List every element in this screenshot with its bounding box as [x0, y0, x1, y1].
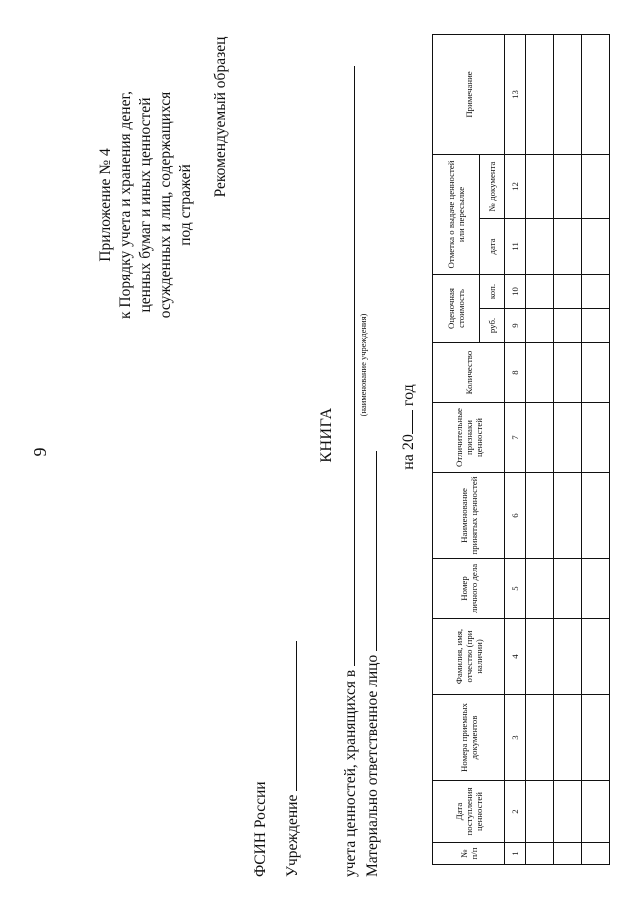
header-rub: руб.: [480, 309, 505, 343]
table-cell: [526, 34, 554, 154]
header-no: № п/п: [433, 843, 505, 865]
table-cell: [582, 473, 610, 559]
table-cell: [554, 219, 582, 275]
table-cell: [554, 473, 582, 559]
table-cell: [554, 343, 582, 403]
table-cell: [554, 695, 582, 781]
column-number: 12: [505, 154, 526, 218]
table-cell: [526, 309, 554, 343]
year-row: [398, 347, 418, 507]
table-cell: [526, 154, 554, 218]
table-cell: [582, 843, 610, 865]
header-issue-date: дата: [480, 219, 505, 275]
header-issue-mark: Отметка о выдаче ценностей или пересылке: [433, 154, 480, 274]
table-cell: [582, 559, 610, 619]
table-cell: [582, 695, 610, 781]
appendix-line: Приложение № 4: [97, 148, 114, 262]
table-cell: [554, 559, 582, 619]
table-cell: [554, 843, 582, 865]
header-item-name: Наименование принятых ценностей: [433, 473, 505, 559]
column-number: 7: [505, 403, 526, 473]
year-suffix: год: [400, 384, 417, 407]
table-cell: [526, 619, 554, 695]
appendix-line: к Порядку учета и хранения денег,: [117, 91, 134, 319]
header-kop: коп.: [480, 275, 505, 309]
book-title: КНИГА: [318, 407, 335, 463]
column-number: 11: [505, 219, 526, 275]
responsible-person-label: Материально ответственное лицо: [364, 654, 381, 877]
table-cell: [582, 403, 610, 473]
table-cell: [554, 34, 582, 154]
header-note: Примечание: [433, 34, 505, 154]
header-case-number: Номер личного дела: [433, 559, 505, 619]
table-cell: [554, 275, 582, 309]
appendix-line: ценных бумаг и иных ценностей: [137, 97, 154, 313]
table-cell: [554, 403, 582, 473]
column-number-row: [505, 34, 526, 864]
header-quantity: Количество: [433, 343, 505, 403]
organization-name: ФСИН России: [252, 781, 269, 877]
table-cell: [526, 843, 554, 865]
table-header-row: [433, 34, 480, 864]
column-number: 9: [505, 309, 526, 343]
table-cell: [526, 343, 554, 403]
column-number: 8: [505, 343, 526, 403]
table-cell: [582, 219, 610, 275]
institution-name-hint: (наименование учреждения): [358, 313, 368, 417]
institution-blank-line: [282, 641, 297, 791]
column-number: 5: [505, 559, 526, 619]
table-row: [554, 34, 582, 864]
header-valuation: Оценочная стоимость: [433, 275, 480, 343]
institution-label: Учреждение: [284, 794, 301, 877]
table-cell: [582, 343, 610, 403]
column-number: 1: [505, 843, 526, 865]
column-number: 4: [505, 619, 526, 695]
table-cell: [526, 559, 554, 619]
column-number: 6: [505, 473, 526, 559]
institution-name-blank-line: [340, 66, 355, 666]
header-full-name: Фамилия, имя, отчество (при наличии): [433, 619, 505, 695]
table-cell: [554, 309, 582, 343]
ledger-table: [432, 34, 610, 865]
page-number: 9: [30, 447, 50, 457]
book-subtitle-row: [340, 66, 360, 877]
table-cell: [582, 154, 610, 218]
table-cell: [526, 695, 554, 781]
year-blank-line: [398, 410, 413, 434]
table-cell: [582, 309, 610, 343]
column-number: 2: [505, 781, 526, 843]
column-number: 10: [505, 275, 526, 309]
appendix-line: осужденных и лиц, содержащихся: [157, 91, 174, 319]
header-features: Отличительные признаки ценностей: [433, 403, 505, 473]
responsible-person-blank-line: [362, 451, 377, 651]
appendix-line: под стражей: [177, 164, 194, 246]
table-cell: [582, 275, 610, 309]
table-cell: [526, 219, 554, 275]
table-row: [582, 34, 610, 864]
institution-row: [282, 641, 302, 877]
header-receipt-numbers: Номера приемных документов: [433, 695, 505, 781]
table-row: [526, 34, 554, 864]
book-subtitle: учета ценностей, хранящихся в: [342, 669, 359, 877]
header-doc-number: № документа: [480, 154, 505, 218]
table-cell: [582, 619, 610, 695]
responsible-person-row: [362, 451, 382, 877]
table-cell: [554, 619, 582, 695]
appendix-heading: [96, 5, 196, 405]
table-cell: [526, 781, 554, 843]
year-prefix: на 20: [400, 434, 417, 470]
table-cell: [526, 473, 554, 559]
recommended-sample-label: Рекомендуемый образец: [212, 36, 229, 198]
table-cell: [526, 403, 554, 473]
column-number: 3: [505, 695, 526, 781]
column-number: 13: [505, 34, 526, 154]
table-cell: [554, 154, 582, 218]
table-cell: [554, 781, 582, 843]
table-cell: [582, 781, 610, 843]
table-cell: [582, 34, 610, 154]
table-cell: [526, 275, 554, 309]
header-date: Дата поступления ценностей: [433, 781, 505, 843]
